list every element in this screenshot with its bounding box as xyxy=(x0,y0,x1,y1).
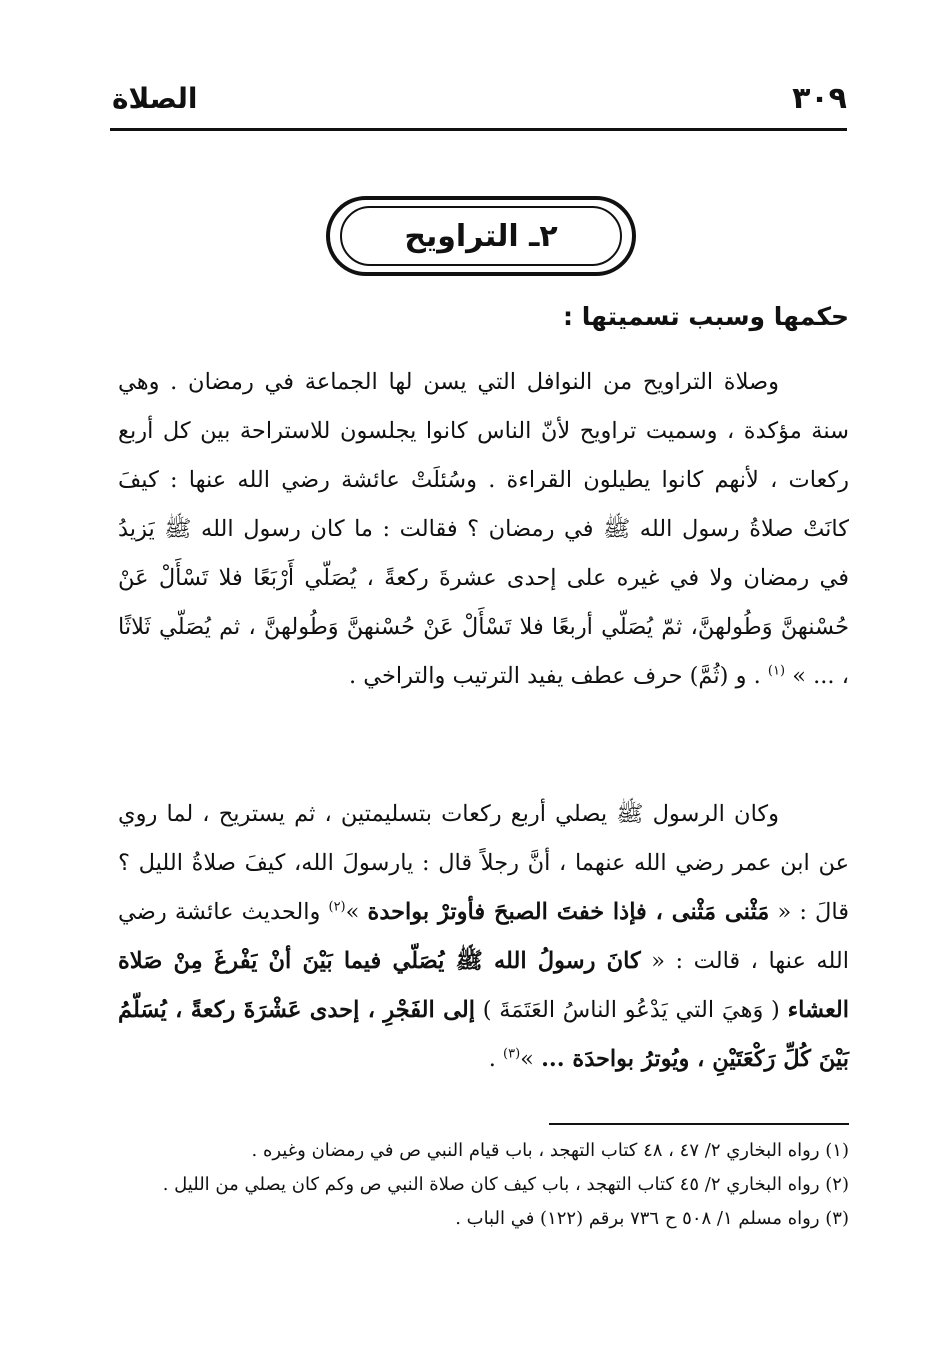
footnotes xyxy=(118,1134,849,1236)
paragraph-1-text-end: . و (ثُمَّ) حرف عطف يفيد الترتيب والتراخي . xyxy=(348,663,761,689)
footnote-ref-3: (٣) xyxy=(503,1046,521,1062)
page-number: ٣٠٩ xyxy=(792,80,847,116)
paragraph-2-text-2: والحديث عائشة رضي الله عنها ، قالت : « xyxy=(118,899,850,974)
paragraph-1 xyxy=(118,358,849,701)
paragraph-1-text: وصلاة التراويح من النوافل التي يسن لها الجماعة في رمضان . وهي سنة مؤكدة ، وسميت تراويح لأنّ الناس كانوا يجلسون للاستراحة بين كل أربع ركعات ، لأنهم كانوا يطيلون القراءة . وسُئلَتْ عائشة رضي الله عنها : كيفَ كانَتْ صلاةُ رسول الله ﷺ في رمضان ؟ فقالت : ما كان رسول الله ﷺ يَزيدُ في رمضان ولا في غيره على إحدى عشرةَ ركعةً ، يُصَلّي أَرْبَعًا فلا تَسْأَلْ عَنْ حُسْنهنَّ وَطُولهنَّ، ثمّ يُصَلّي أربعًا فلا تَسْأَلْ عَنْ حُسْنهنَّ وَطُولهنَّ ، ثم يُصَلّي ثَلاثًا ، ... » xyxy=(118,369,849,689)
footnote-ref-1: (١) xyxy=(767,663,786,679)
footnote-rule xyxy=(549,1123,849,1125)
hadith-quote-1: مَثْنى مَثْنى ، فإذا خفتَ الصبحَ فأوترْ بواحدة xyxy=(367,899,770,925)
paragraph-2-end: . xyxy=(488,1046,496,1072)
section-title-frame xyxy=(326,196,636,276)
footnote-ref-2: (٢) xyxy=(328,899,346,915)
hadith-quote-2: كانَ رسولُ الله ﷺ يُصَلّي فيما بَيْنَ أنْ يَفْرغَ مِنْ صَلاة العشاء xyxy=(118,948,850,1023)
running-title: الصلاة xyxy=(112,81,198,115)
quote-close-2: » xyxy=(520,1046,534,1072)
page-header xyxy=(112,78,847,118)
paragraph-2 xyxy=(118,790,849,1084)
hadith-quote-3: إلى الفَجْرِ ، إحدى عَشْرَةَ ركعةً ، يُسَلّمُ بَيْنَ كُلِّ رَكْعَتَيْنِ ، ويُوترُ بواحدَة ... xyxy=(118,997,849,1072)
header-rule xyxy=(110,128,847,131)
footnote-2: (٢) رواه البخاري ٢/ ٤٥ كتاب التهجد ، باب كيف كان صلاة النبي ص وكم كان يصلي من الليل . xyxy=(162,1174,849,1195)
footnote-1: (١) رواه البخاري ٢/ ٤٧ ، ٤٨ كتاب التهجد ، باب قيام النبي ص في رمضان وغيره . xyxy=(251,1140,849,1161)
subheading: حكمها وسبب تسميتها : xyxy=(563,302,849,331)
quote-close-1: » xyxy=(345,899,360,925)
paragraph-2-text: وكان الرسول ﷺ يصلي أربع ركعات بتسليمتين ، ثم يستريح ، لما روي عن ابن عمر رضي الله عنهما ، أنَّ رجلاً قال : يارسولَ الله، كيفَ صلاةُ الليل ؟ قالَ : « xyxy=(118,801,850,925)
paragraph-2-aside: ( وَهيَ التي يَدْعُو الناسُ العَتَمَةَ ) xyxy=(482,997,780,1023)
section-title: ٢ـ التراويح xyxy=(404,218,558,254)
footnote-3: (٣) رواه مسلم ١/ ٥٠٨ ح ٧٣٦ برقم (١٢٢) في الباب . xyxy=(455,1208,849,1229)
